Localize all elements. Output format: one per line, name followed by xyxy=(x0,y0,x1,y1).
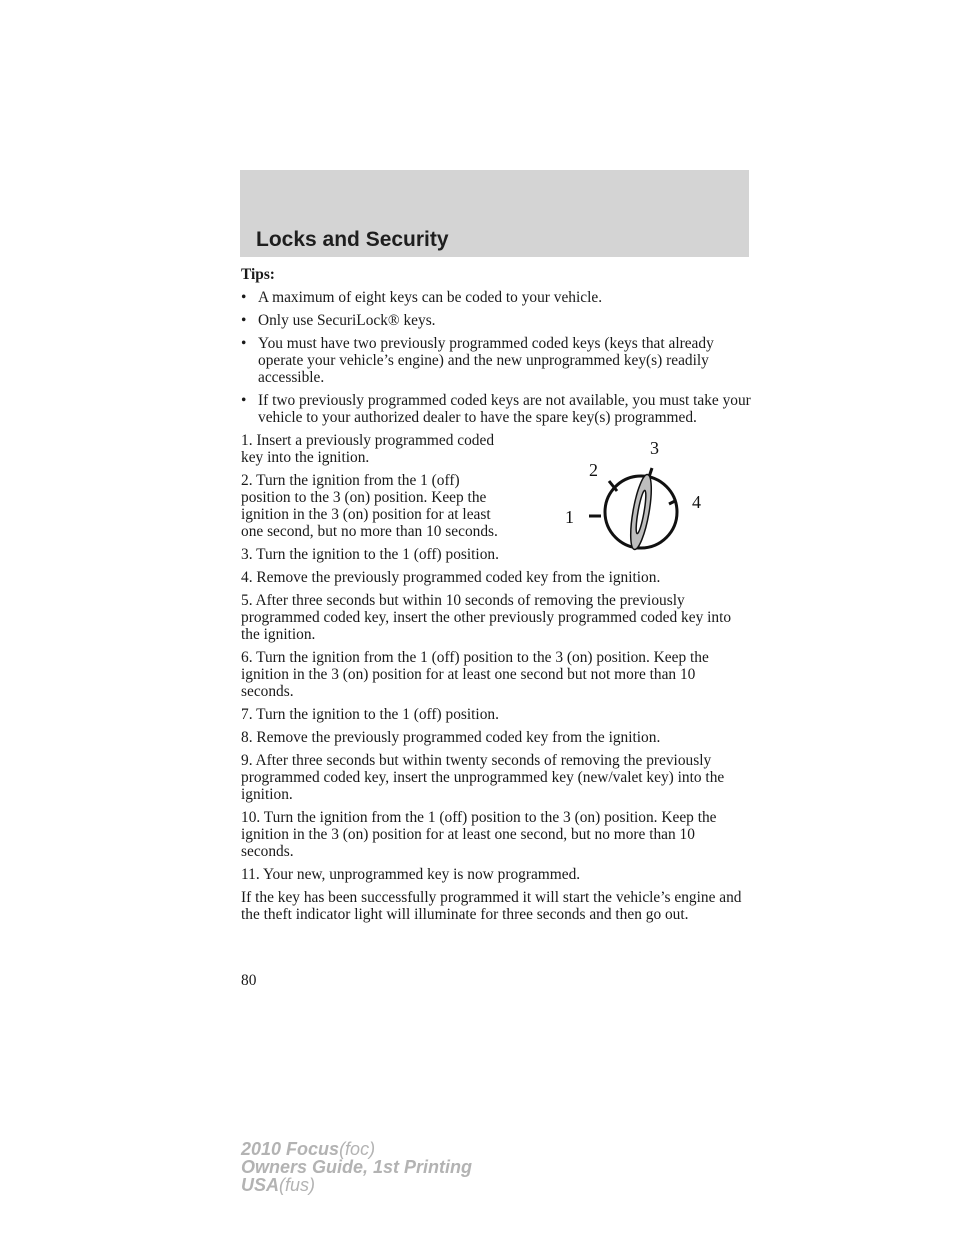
bullet-icon: • xyxy=(241,392,247,409)
step-item: 9. After three seconds but within twenty seconds of removing the previously programmed coded key, insert the unprogrammed key (new/valet key) into the ignition. xyxy=(241,752,725,803)
section-title: Locks and Security xyxy=(256,228,449,251)
footer-model-code: (foc) xyxy=(339,1139,376,1159)
position-label: 1 xyxy=(565,507,574,527)
tip-text: Only use SecuriLock® keys. xyxy=(258,312,436,329)
step-item: 8. Remove the previously programmed coded key from the ignition. xyxy=(241,729,661,746)
step-item: 1. Insert a previously programmed coded key into the ignition. xyxy=(241,432,495,466)
step-item: 6. Turn the ignition from the 1 (off) position to the 3 (on) position. Keep the ignition in the 3 (on) position for at least one second but not more than 10 seconds. xyxy=(241,649,709,700)
page-number: 80 xyxy=(241,972,257,989)
step-item: 7. Turn the ignition to the 1 (off) position. xyxy=(241,706,499,723)
step-item: 2. Turn the ignition from the 1 (off) position to the 3 (on) position. Keep the ignition in the 3 (on) position for at least one second, but no more than 10 seconds. xyxy=(241,472,498,540)
bullet-icon: • xyxy=(241,335,247,352)
page-content xyxy=(241,266,751,929)
footer-market-code: (fus) xyxy=(279,1175,316,1195)
step-item: 11. Your new, unprogrammed key is now programmed. xyxy=(241,866,581,883)
steps-with-figure xyxy=(241,432,751,563)
footer-printing: Owners Guide, 1st Printing xyxy=(241,1157,473,1177)
tip-item xyxy=(241,335,751,386)
step-item: 4. Remove the previously programmed coded key from the ignition. xyxy=(241,569,661,586)
tip-text: If two previously programmed coded keys are not available, you must take your vehicle to your authorized dealer to have the spare key(s) programmed. xyxy=(258,392,751,426)
footer-model: 2010 Focus xyxy=(241,1139,340,1159)
closing-paragraph: If the key has been successfully programmed it will start the vehicle’s engine and the theft indicator light will illuminate for three seconds and then go out. xyxy=(241,889,742,923)
tip-item xyxy=(241,392,751,426)
tip-text: A maximum of eight keys can be coded to your vehicle. xyxy=(258,289,603,306)
step-item: 5. After three seconds but within 10 seconds of removing the previously programmed coded key, insert the other previously programmed coded key into the ignition. xyxy=(241,592,732,643)
tip-item xyxy=(241,312,751,329)
bullet-icon: • xyxy=(241,289,247,306)
tip-item xyxy=(241,289,751,306)
step-item: 3. Turn the ignition to the 1 (off) position. xyxy=(241,546,499,563)
step-item: 10. Turn the ignition from the 1 (off) position to the 3 (on) position. Keep the ignition in the 3 (on) position for at least one second, but no more than 10 seconds. xyxy=(241,809,717,860)
footer-market: USA xyxy=(241,1175,280,1195)
tips-label: Tips: xyxy=(241,266,275,283)
position-label: 3 xyxy=(650,438,659,458)
tip-text: You must have two previously programmed coded keys (keys that already operate your vehicle’s engine) and the new unprogrammed key(s) readily accessible. xyxy=(258,335,714,386)
ignition-diagram xyxy=(547,424,713,554)
position-label: 2 xyxy=(589,460,598,480)
bullet-icon: • xyxy=(241,312,247,329)
position-label: 4 xyxy=(692,492,701,512)
tips-list xyxy=(241,289,751,426)
print-footer xyxy=(241,1140,472,1194)
